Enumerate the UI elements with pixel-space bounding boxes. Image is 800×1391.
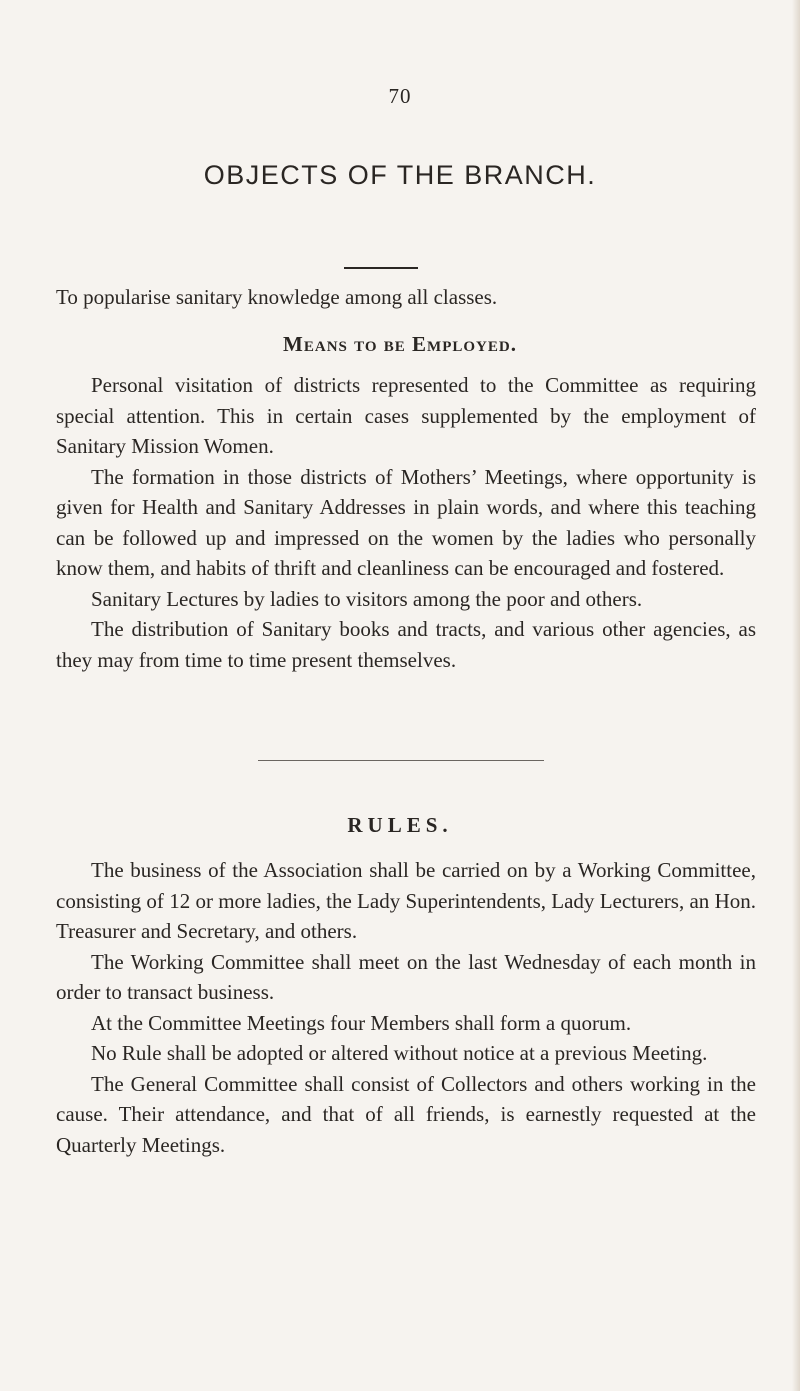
rule-paragraph: At the Committee Meetings four Members shall form a quorum. [91,1010,632,1035]
intro-statement [56,282,756,313]
means-heading: Means to be Employed. [283,332,517,356]
means-paragraph: Sanitary Lectures by ladies to visitors among the poor and others. [91,586,643,611]
section-divider [258,760,544,761]
rule-paragraph: The General Committee shall consist of Collectors and others working in the cause. Their attendance, and that of all friends, is earnestly requested at the Quarterly Meetings. [56,1071,756,1157]
intro-text: To popularise sanitary knowledge among all classes. [56,285,498,309]
rule-paragraph: No Rule shall be adopted or altered without notice at a previous Meeting. [91,1041,708,1065]
rules-section [56,855,756,1160]
means-paragraph: The formation in those districts of Mothers’ Meetings, where opportunity is given for Health and Sanitary Addresses in plain words, and where this teaching can be followed up and impressed on the women by the ladies who personally know them, and habits of thrift and cleanliness can be encouraged and fostered. [56,464,756,580]
rule-paragraph: The Working Committee shall meet on the last Wednesday of each month in order to transact business. [56,949,756,1004]
means-paragraph: The distribution of Sanitary books and tracts, and various other agencies, as they may from time to time present themselves. [56,617,756,672]
title-divider [344,267,418,269]
page-title: OBJECTS OF THE BRANCH. [203,160,597,190]
page-edge-shadow [792,0,800,1391]
means-section [56,370,756,675]
page-number: 70 [388,84,412,108]
rules-heading: RULES. [347,813,453,837]
rule-paragraph: The business of the Association shall be carried on by a Working Committee, consisting of 12 or more ladies, the Lady Superintendents, Lady Lecturers, an Hon. Treasurer and Secretary, and others. [56,858,756,943]
means-paragraph: Personal visitation of districts represented to the Committee as requiring special attention. This in certain cases supplemented by the employment of Sanitary Mission Women. [56,373,756,458]
